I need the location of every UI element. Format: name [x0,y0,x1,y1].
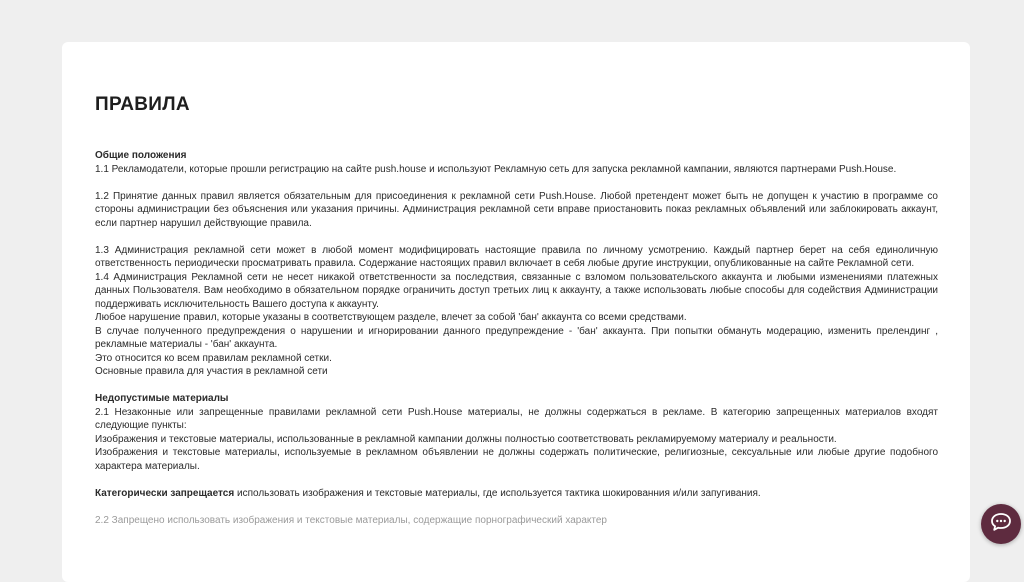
rule-warning-line: В случае полученного предупреждения о нарушении и игнорировании данного предупреждение - 'бан' аккаунта. При попытки обмануть модерацию, изменить прелендинг , рекламные материалы - 'бан' аккаунта. [95,325,938,350]
rule-basic-line: Основные правила для участия в рекламной сети [95,366,328,377]
rule-item-a: Изображения и текстовые материалы, использованные в рекламной кампании должны полностью соответствовать рекламируемому материалу и реальности. [95,433,837,445]
spacer [95,500,938,514]
spacer [95,176,938,190]
rule-strict [95,487,938,501]
spacer [95,473,938,487]
rule-strict-rest: использовать изображения и текстовые материалы, где используется тактика шокированния и/или запугивания. [234,487,761,499]
section-heading-forbidden: Недопустимые материалы [95,393,229,404]
section-heading-general: Общие положения [95,150,187,161]
rule-ban-line: Любое нарушение правил, которые указаны в соответствующем разделе, влечет за собой 'бан' аккаунта со всеми средствами. [95,312,687,323]
chat-bubble-icon [990,512,1012,537]
rule-item-b: Изображения и текстовые материалы, используемые в рекламном объявлении не должны содержать политические, религиозные, сексуальные или любые другие подобного характера материалы. [95,447,938,472]
page-title: ПРАВИЛА [95,94,190,115]
rule-1-3: 1.3 Администрация рекламной сети может в любой момент модифицировать настоящие правила по личному усмотрению. Каждый партнер берет на себя единоличную ответственность периодически просматривать правила. Содержание настоящих правил включает в себя любые другие инструкции, опубликованные на сайте Рекламной сети. [95,244,938,269]
chat-button[interactable] [981,504,1021,544]
rule-strict-bold: Категорически запрещается [95,487,235,499]
rules-card [62,42,970,582]
rule-1-1: 1.1 Рекламодатели, которые прошли регистрацию на сайте push.house и используют Рекламную сеть для запуска рекламной кампании, являются партнерами Push.House. [95,163,897,175]
rule-1-2: 1.2 Принятие данных правил является обязательным для присоединения к рекламной сети Push.House. Любой претендент может быть не допущен к участию в программе со стороны администрации без объяснения или указания причины. Администрация рекламной сети вправе приостановить показ рекламных объявлений или заблокировать аккаунт, если партнер нарушил действующие правила. [95,190,938,229]
spacer [95,379,938,393]
rule-1-4: 1.4 Администрация Рекламной сети не несет никакой ответственности за последствия, связанные с взломом пользовательского аккаунта и любыми изменениями платежных данных Пользователя. Вам необходимо в обязательном порядке ограничить доступ третьих лиц к аккаунту, а также использовать любые способы для содействия Администрации поддерживать исключительность Вашего доступа к аккаунту. [95,271,938,310]
spacer [95,230,938,244]
rule-2-1: 2.1 Незаконные или запрещенные правилами рекламной сети Push.House материалы, не должны содержаться в рекламе. В категорию запрещенных материалов входят следующие пункты: [95,406,938,431]
rule-applies-line: Это относится ко всем правилам рекламной сетки. [95,352,332,364]
rule-2-2: 2.2 Запрещено использовать изображения и текстовые материалы, содержащие порнографический характер [95,514,607,526]
rules-body [95,149,938,527]
